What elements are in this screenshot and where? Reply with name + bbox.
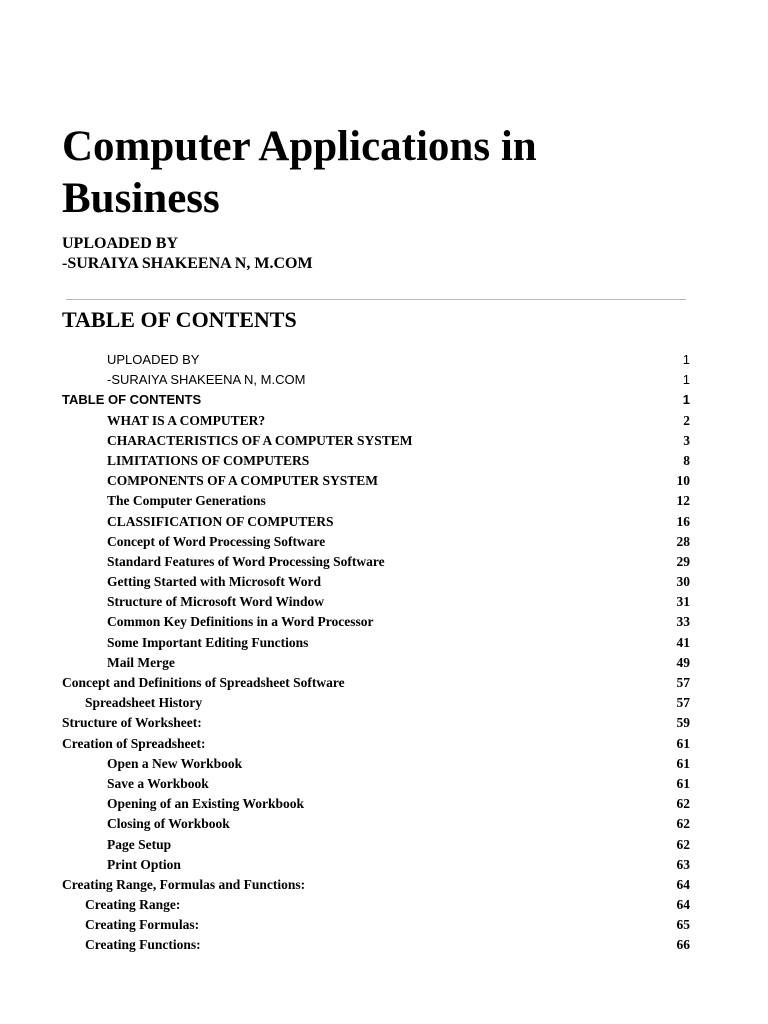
toc-entry-page-number: 65 <box>676 917 690 933</box>
toc-entry-label: Creating Range, Formulas and Functions: <box>62 876 306 892</box>
toc-entry[interactable] <box>62 713 690 733</box>
toc-entry-label: Common Key Definitions in a Word Processor <box>107 614 374 630</box>
toc-entry-page-number: 29 <box>676 553 690 569</box>
toc-entry-label: CLASSIFICATION OF COMPUTERS <box>107 513 334 529</box>
toc-entry[interactable] <box>62 653 690 673</box>
toc-entry[interactable] <box>62 350 690 370</box>
toc-entry-page-number: 8 <box>683 452 690 468</box>
toc-entry-page-number: 28 <box>676 533 690 549</box>
toc-entry-page-number: 49 <box>676 654 690 670</box>
toc-entry-label: WHAT IS A COMPUTER? <box>107 412 266 428</box>
toc-entry-page-number: 30 <box>676 574 690 590</box>
toc-entry[interactable] <box>62 612 690 632</box>
toc-entry-label: Concept and Definitions of Spreadsheet Software <box>62 675 345 690</box>
toc-entry-label: Some Important Editing Functions <box>107 634 309 650</box>
toc-entry-page-number: 10 <box>676 473 690 489</box>
toc-entry-label: Page Setup <box>107 836 172 852</box>
toc-entry-page-number: 16 <box>676 513 690 529</box>
toc-entry[interactable] <box>62 592 690 612</box>
toc-entry-page-number: 64 <box>676 897 690 913</box>
toc-entry-page-number: 57 <box>676 695 690 711</box>
toc-entry-label: Structure of Microsoft Word Window <box>107 594 325 610</box>
uploaded-by-label: UPLOADED BY <box>62 235 179 252</box>
toc-entry-page-number: 61 <box>676 755 690 771</box>
toc-entry-page-number: 2 <box>683 412 690 428</box>
toc-entry-label: Structure of Worksheet: <box>62 715 202 731</box>
toc-entry-page-number: 64 <box>676 876 690 892</box>
toc-entry[interactable] <box>62 471 690 491</box>
toc-entry-page-number: 33 <box>676 614 690 630</box>
toc-entry[interactable] <box>62 411 690 431</box>
toc-entry-page-number: 3 <box>683 432 690 448</box>
toc-entry[interactable] <box>62 814 690 834</box>
toc-entry-label: CHARACTERISTICS OF A COMPUTER SYSTEM <box>107 432 413 448</box>
toc-entry[interactable] <box>62 491 690 511</box>
toc-entry-label: Creating Functions: <box>85 937 201 953</box>
toc-entry[interactable] <box>62 633 690 653</box>
toc-entry-page-number: 61 <box>676 735 690 751</box>
toc-entry[interactable] <box>62 875 690 895</box>
toc-entry[interactable] <box>62 895 690 915</box>
toc-entry-label: Getting Started with Microsoft Word <box>107 574 321 590</box>
toc-heading: TABLE OF CONTENTS <box>62 307 297 332</box>
toc-entry-label: Opening of an Existing Workbook <box>107 796 305 812</box>
toc-entry-page-number: 1 <box>682 352 690 367</box>
horizontal-divider <box>66 299 686 300</box>
toc-entry[interactable] <box>62 451 690 471</box>
toc-entry-label: TABLE OF CONTENTS <box>62 392 202 408</box>
toc-entry-label: -SURAIYA SHAKEENA N, M.COM <box>107 372 306 388</box>
toc-entry[interactable] <box>62 673 690 693</box>
toc-entry[interactable] <box>62 370 690 390</box>
toc-entry[interactable] <box>62 572 690 592</box>
toc-entry[interactable] <box>62 915 690 935</box>
toc-entry[interactable] <box>62 754 690 774</box>
toc-entry[interactable] <box>62 855 690 875</box>
toc-entry-label: Concept of Word Processing Software <box>107 533 326 549</box>
toc-entry-page-number: 66 <box>676 937 690 953</box>
toc-entry[interactable] <box>62 835 690 855</box>
toc-entry[interactable] <box>62 552 690 572</box>
toc-entry-label: LIMITATIONS OF COMPUTERS <box>107 452 310 468</box>
toc-entry[interactable] <box>62 512 690 532</box>
toc-entry-label: Standard Features of Word Processing Software <box>107 553 385 569</box>
toc-entry-label: Open a New Workbook <box>107 755 243 771</box>
toc-entry-label: Closing of Workbook <box>107 816 230 832</box>
toc-entry-page-number: 31 <box>676 594 690 610</box>
toc-entry[interactable] <box>62 794 690 814</box>
toc-entry-label: COMPONENTS OF A COMPUTER SYSTEM <box>107 473 379 489</box>
uploader-block <box>62 234 313 274</box>
toc-entry-page-number: 62 <box>676 836 690 852</box>
toc-entry[interactable] <box>62 532 690 552</box>
toc-entry[interactable] <box>62 734 690 754</box>
toc-entry[interactable] <box>62 774 690 794</box>
toc-entry-page-number: 61 <box>676 775 690 791</box>
toc-entry-label: Print Option <box>107 856 181 872</box>
toc-entry-page-number: 1 <box>682 372 690 388</box>
toc-entry[interactable] <box>62 431 690 451</box>
toc-entry[interactable] <box>62 693 690 713</box>
toc-entry-page-number: 63 <box>676 856 690 872</box>
toc-entry-page-number: 1 <box>682 392 690 408</box>
toc-entry-page-number: 62 <box>676 796 690 812</box>
toc-entry-label: Mail Merge <box>107 654 175 670</box>
table-of-contents <box>62 350 690 956</box>
toc-entry-page-number: 41 <box>676 634 690 650</box>
toc-entry-label: The Computer Generations <box>107 493 266 509</box>
toc-entry-page-number: 62 <box>676 816 690 832</box>
toc-entry-label: UPLOADED BY <box>107 352 200 367</box>
toc-entry-label: Creating Formulas: <box>85 917 200 933</box>
document-title: Computer Applications in Business <box>62 123 537 222</box>
toc-entry-label: Spreadsheet History <box>85 695 203 711</box>
toc-entry-label: Save a Workbook <box>107 775 209 791</box>
toc-entry-label: Creating Range: <box>85 897 181 913</box>
toc-entry[interactable] <box>62 390 690 410</box>
toc-entry-page-number: 12 <box>676 493 690 509</box>
toc-entry[interactable] <box>62 935 690 955</box>
toc-entry-label: Creation of Spreadsheet: <box>62 735 206 751</box>
toc-entry-page-number: 59 <box>676 715 690 731</box>
toc-entry-page-number: 57 <box>676 675 690 690</box>
uploader-name: -SURAIYA SHAKEENA N, M.COM <box>62 255 313 272</box>
